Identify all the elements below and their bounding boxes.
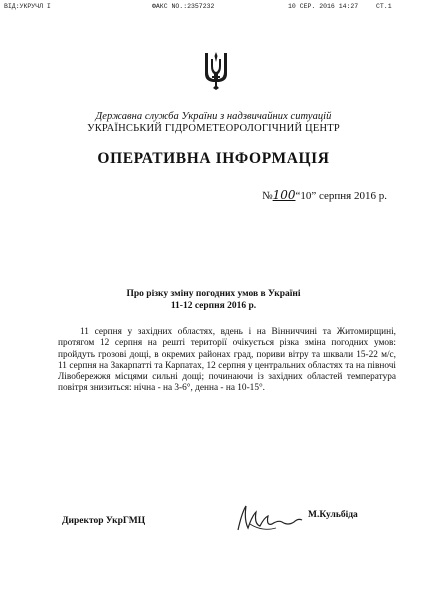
subject-heading <box>0 288 427 312</box>
reference-line <box>262 188 387 202</box>
signer-title: Директор УкрГМЦ <box>62 516 146 526</box>
reference-prefix: № <box>262 190 273 202</box>
reference-number: 100 <box>272 188 296 202</box>
fax-timestamp: 10 СЕР. 2016 14:27 <box>288 3 359 10</box>
signer-name: М.Кульбіда <box>308 510 358 520</box>
organization-header <box>0 111 427 135</box>
organization-name: УКРАЇНСЬКИЙ ГІДРОМЕТЕОРОЛОГІЧНИЙ ЦЕНТР <box>87 123 340 134</box>
subject-line-1: Про різку зміну погодних умов в Україні <box>126 289 301 299</box>
subject-line-2: 11-12 серпня 2016 р. <box>170 301 257 311</box>
fax-number: ФАКС NO.:2357232 <box>152 3 215 10</box>
fax-page: СТ.1 <box>376 3 392 10</box>
trident-emblem-icon <box>203 50 229 90</box>
fax-sender: ВІД:УКРУЧЛ I <box>4 3 51 10</box>
signature-block <box>0 508 427 548</box>
handwritten-signature-icon <box>232 502 304 538</box>
body-text <box>58 327 396 395</box>
organization-parent: Державна служба України з надзвичайних ситуацій <box>95 111 332 122</box>
reference-date: “10” серпня 2016 р. <box>295 190 387 202</box>
fax-header <box>0 0 427 12</box>
document-title: ОПЕРАТИВНА ІНФОРМАЦІЯ <box>97 150 330 167</box>
body-paragraph: 11 серпня у західних областях, вдень і на Вінниччині та Житомирщині, протягом 12 серпня на решті території очікується різка зміна погодних умов: пройдуть грозові дощі, в окремих районах град, пориви вітру та шквали 15-22 м/с, 11 серпня на Закарпатті та Карпатах, 12 серпня у центральних областях та на півночі Лівобережжя місцями сильні дощі; починаючи із західних областей температура повітря знизиться: нічна - на 3-6°, денна - на 10-15°. <box>58 327 396 394</box>
